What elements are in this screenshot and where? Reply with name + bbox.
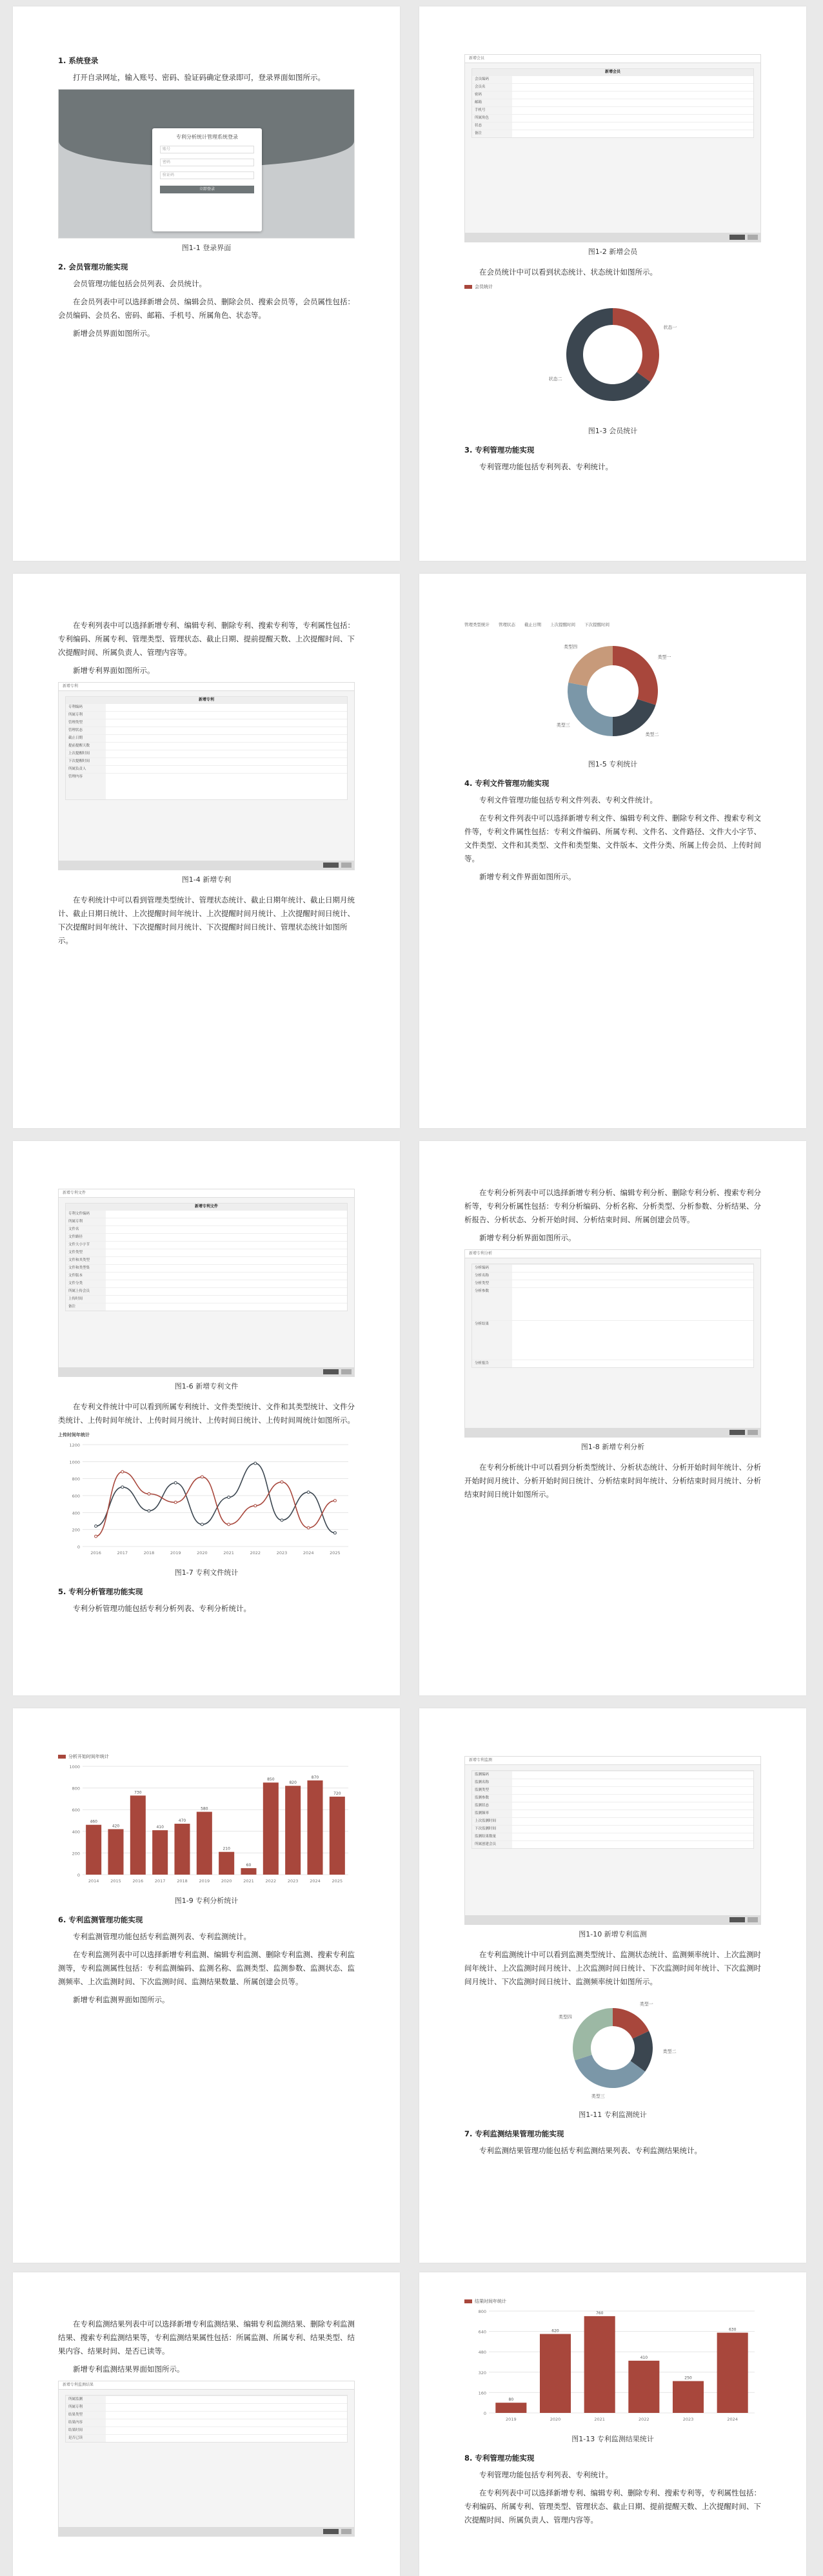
data-point	[174, 1501, 177, 1504]
data-label: 410	[156, 1825, 164, 1830]
doc-page-5	[13, 1141, 400, 1695]
y-tick-label: 200	[72, 1527, 80, 1533]
y-tick-label: 1200	[69, 1443, 80, 1448]
x-tick-label: 2018	[143, 1550, 155, 1556]
data-label: 620	[551, 2328, 559, 2334]
section-heading: 2. 会员管理功能实现	[58, 262, 128, 271]
form-table	[65, 2395, 348, 2443]
x-tick-label: 2016	[132, 1878, 144, 1884]
form-label: 文件路径	[66, 1234, 106, 1241]
form-table-header: 新增会员	[472, 69, 753, 75]
form-label: 分析报告	[472, 1360, 512, 1367]
data-point	[281, 1519, 283, 1521]
captcha-field: 验证码	[160, 171, 254, 179]
bar	[673, 2381, 704, 2413]
x-tick-label: 2018	[177, 1878, 188, 1884]
paragraph: 新增专利监测结果界面如图所示。	[73, 2365, 184, 2374]
doc-page-10	[419, 2272, 806, 2576]
form-topbar: 新增专利文件	[59, 1189, 354, 1198]
form-label: 所属监测	[66, 2396, 106, 2403]
form-table	[471, 1770, 754, 1849]
form-label: 手机号	[472, 107, 512, 114]
x-tick-label: 2017	[154, 1878, 166, 1884]
data-label: 720	[333, 1791, 341, 1797]
form-label: 所属创建会员	[472, 1841, 512, 1848]
analysis-bar-chart	[58, 1760, 355, 1889]
x-tick-label: 2022	[250, 1550, 261, 1556]
form-label: 密码	[472, 92, 512, 99]
bar	[152, 1830, 168, 1875]
doc-page-9	[13, 2272, 400, 2576]
form-footer	[59, 861, 354, 870]
x-tick-label: 2024	[310, 1878, 321, 1884]
paragraph: 在专利监测统计中可以看到监测类型统计、监测状态统计、监测频率统计、上次监测时间年统计、上次监测时间月统计、上次监测时间日统计、下次监测时间年统计、下次监测时间月统计、下次监测时间日统计、监测频率统计如图所示。	[464, 1950, 761, 1986]
doc-page-8	[419, 1708, 806, 2263]
legend-label: 结果时间年统计	[475, 2299, 506, 2304]
pie-label: 类型三	[556, 722, 570, 728]
form-label: 邮箱	[472, 99, 512, 106]
data-point	[95, 1535, 97, 1537]
form-label: 监测结果数量	[472, 1833, 512, 1840]
data-label: 80	[508, 2397, 514, 2403]
pie-label: 类型三	[591, 2094, 605, 2100]
data-point	[201, 1523, 203, 1526]
toolbar-item: 管理类型统计	[464, 622, 490, 627]
data-point	[95, 1525, 97, 1527]
pie-label: 类型一	[639, 2002, 653, 2007]
paragraph: 在会员列表中可以选择新增会员、编辑会员、删除会员、搜索会员等，会员属性包括：会员编码、会员名、密码、邮箱、手机号、所属角色、状态等。	[58, 297, 355, 320]
data-point	[121, 1470, 124, 1473]
password-field: 密码	[160, 159, 254, 166]
form-label: 会员编码	[472, 76, 512, 83]
figure-caption: 图1-4 新增专利	[181, 875, 232, 884]
data-label: 580	[201, 1806, 208, 1811]
form-topbar: 新增专利监测结果	[59, 2381, 354, 2390]
form-label: 所属负责人	[66, 766, 106, 773]
data-label: 210	[223, 1846, 230, 1851]
form-table	[65, 1203, 348, 1311]
bar	[330, 1797, 345, 1875]
patent-pie-chart	[464, 630, 761, 752]
x-tick-label: 2024	[302, 1550, 314, 1556]
figure-caption: 图1-2 新增会员	[588, 248, 638, 256]
form-label: 备注	[66, 1303, 106, 1311]
figure-caption: 图1-3 会员统计	[588, 427, 638, 435]
x-tick-label: 2019	[199, 1878, 210, 1884]
data-point	[254, 1505, 257, 1507]
x-tick-label: 2021	[243, 1878, 254, 1884]
form-label: 分析编码	[472, 1265, 512, 1272]
form-table	[65, 696, 348, 800]
section-heading: 8. 专利管理功能实现	[464, 2454, 535, 2463]
series-line	[96, 1472, 335, 1536]
form-table	[471, 68, 754, 138]
toolbar-item: 管理状态	[499, 622, 515, 627]
username-field: 账号	[160, 146, 254, 153]
form-label: 状态	[472, 122, 512, 130]
y-tick-label: 0	[483, 2411, 486, 2416]
login-screenshot	[58, 89, 355, 239]
form-label: 结果内容	[66, 2419, 106, 2426]
form-table-header: 新增专利	[66, 697, 347, 703]
data-label: 460	[90, 1819, 97, 1824]
paragraph: 专利管理功能包括专利列表、专利统计。	[479, 2470, 613, 2479]
toolbar-item: 上次提醒时间	[550, 622, 575, 627]
section-heading: 1. 系统登录	[58, 56, 99, 65]
form-label: 上次监测时间	[472, 1818, 512, 1825]
data-label: 870	[311, 1775, 319, 1780]
paragraph: 在专利统计中可以看到管理类型统计、管理状态统计、截止日期年统计、截止日期月统计、截止日期日统计、上次提醒时间年统计、上次提醒时间月统计、上次提醒时间日统计、下次提醒时间年统计、下次提醒时间月统计、下次提醒时间日统计、管理状态统计如图所示。	[58, 895, 355, 945]
form-label: 专利文件编码	[66, 1211, 106, 1218]
data-label: 60	[246, 1862, 252, 1868]
x-tick-label: 2019	[506, 2417, 517, 2422]
figure-caption: 图1-8 新增专利分析	[580, 1443, 645, 1451]
y-tick-label: 480	[478, 2350, 486, 2356]
form-label: 提前提醒天数	[66, 743, 106, 750]
x-tick-label: 2025	[332, 1878, 343, 1884]
x-tick-label: 2020	[197, 1550, 208, 1556]
y-tick-label: 0	[77, 1545, 80, 1550]
form-label: 文件版本	[66, 1273, 106, 1280]
pie-label: 类型四	[558, 2015, 572, 2020]
data-label: 850	[267, 1777, 275, 1782]
add-result-screenshot	[58, 2381, 355, 2537]
form-label: 所属专利	[66, 2404, 106, 2411]
form-label: 下次提醒时间	[66, 758, 106, 765]
form-label: 文件和类型集	[66, 1265, 106, 1272]
data-label: 630	[728, 2327, 737, 2332]
form-footer	[465, 233, 760, 242]
data-point	[201, 1476, 203, 1478]
data-point	[148, 1492, 150, 1495]
y-tick-label: 400	[72, 1510, 80, 1516]
pie-slice	[613, 308, 659, 382]
paragraph: 在专利分析列表中可以选择新增专利分析、编辑专利分析、删除专利分析、搜索专利分析等，专利分析属性包括：专利分析编码、分析名称、分析类型、分析参数、分析结果、分析报告、分析状态、分析开始时间、分析结束时间、所属创建会员等。	[464, 1188, 761, 1224]
bar	[219, 1852, 234, 1875]
form-label: 所属专利	[66, 712, 106, 719]
bar	[307, 1781, 322, 1875]
x-tick-label: 2020	[550, 2417, 561, 2422]
x-tick-label: 2021	[223, 1550, 234, 1556]
y-tick-label: 600	[72, 1494, 80, 1499]
add-patent-screenshot	[58, 682, 355, 870]
legend-label: 会员统计	[475, 284, 493, 289]
paragraph: 新增专利监测界面如图所示。	[73, 1995, 170, 2004]
form-label: 文件分类	[66, 1280, 106, 1287]
form-label: 下次监测时间	[472, 1826, 512, 1833]
form-label: 管理类型	[66, 719, 106, 727]
form-label: 文件和其类型	[66, 1257, 106, 1264]
section-heading: 6. 专利监测管理功能实现	[58, 1915, 143, 1924]
form-topbar: 新增专利分析	[465, 1250, 760, 1258]
form-label: 文件大小字节	[66, 1242, 106, 1249]
form-label: 专利编码	[66, 704, 106, 711]
pie-slice	[573, 2008, 613, 2060]
bar	[285, 1786, 301, 1875]
stats-toolbar	[464, 619, 761, 630]
form-label: 文件名	[66, 1226, 106, 1233]
x-tick-label: 2025	[330, 1550, 341, 1556]
figure-caption: 图1-9 专利分析统计	[174, 1897, 239, 1905]
login-button: 立即登录	[160, 186, 254, 193]
bar	[130, 1795, 146, 1875]
y-tick-label: 1000	[69, 1764, 80, 1770]
chart-legend	[58, 1753, 355, 1760]
x-tick-label: 2020	[221, 1878, 232, 1884]
data-label: 420	[112, 1824, 120, 1829]
data-point	[174, 1481, 177, 1484]
data-point	[121, 1486, 124, 1488]
form-table	[471, 1264, 754, 1368]
y-tick-label: 200	[72, 1851, 80, 1857]
paragraph: 在会员统计中可以看到状态统计、状态统计如图所示。	[479, 268, 657, 277]
y-tick-label: 800	[72, 1476, 80, 1482]
paragraph: 在专利监测列表中可以选择新增专利监测、编辑专利监测、删除专利监测、搜索专利监测等，专利监测属性包括：专利监测编码、监测名称、监测类型、监测参数、监测状态、监测频率、上次监测时间、下次监测时间、监测结果数量、所属创建会员等。	[58, 1950, 355, 1986]
paragraph: 在专利监测结果列表中可以选择新增专利监测结果、编辑专利监测结果、删除专利监测结果、搜索专利监测结果等，专利监测结果属性包括：所属监测、所属专利、结果类型、结果内容、结果时间、是否已读等。	[58, 2319, 355, 2356]
section-heading: 3. 专利管理功能实现	[464, 445, 535, 454]
form-footer	[59, 2527, 354, 2536]
form-label: 结果类型	[66, 2412, 106, 2419]
x-tick-label: 2019	[170, 1550, 181, 1556]
paragraph: 在专利分析统计中可以看到分析类型统计、分析状态统计、分析开始时间年统计、分析开始时间月统计、分析开始时间日统计、分析结束时间年统计、分析结束时间月统计、分析结束时间日统计如图所示。	[464, 1463, 761, 1499]
x-tick-label: 2016	[90, 1550, 101, 1556]
data-label: 250	[684, 2376, 692, 2381]
form-label: 结果时间	[66, 2427, 106, 2434]
pie-slice	[613, 646, 658, 705]
form-label: 监测频率	[472, 1810, 512, 1817]
member-pie-chart	[464, 290, 761, 419]
bar	[584, 2316, 615, 2413]
x-tick-label: 2022	[639, 2417, 649, 2422]
form-label: 会员名	[472, 84, 512, 91]
pie-label: 状态二	[548, 376, 562, 382]
figure-caption: 图1-5 专利统计	[588, 760, 638, 768]
form-label: 分析参数	[472, 1288, 512, 1320]
section-heading: 4. 专利文件管理功能实现	[464, 779, 550, 788]
x-tick-label: 2017	[117, 1550, 128, 1556]
form-footer	[465, 1915, 760, 1924]
chart-legend	[464, 284, 761, 290]
pie-slice	[568, 646, 613, 687]
series-line	[96, 1463, 335, 1533]
form-label: 文件类型	[66, 1249, 106, 1256]
bar	[717, 2333, 748, 2413]
x-tick-label: 2021	[594, 2417, 605, 2422]
bar	[628, 2361, 659, 2413]
form-footer	[59, 1367, 354, 1376]
data-label: 760	[595, 2310, 604, 2316]
form-label: 管理内容	[66, 774, 106, 799]
paragraph: 专利文件管理功能包括专利文件列表、专利文件统计。	[479, 795, 657, 805]
form-label: 管理状态	[66, 727, 106, 734]
form-label: 是否已读	[66, 2435, 106, 2442]
form-label: 所属角色	[472, 115, 512, 122]
paragraph: 新增会员界面如图所示。	[73, 329, 155, 338]
form-label: 监测编码	[472, 1771, 512, 1779]
login-title: 专利分析统计管理系统登录	[176, 134, 238, 140]
form-label: 所属上传会员	[66, 1288, 106, 1295]
result-bar-chart	[464, 2305, 761, 2427]
paragraph: 在专利文件统计中可以看到所属专利统计、文件类型统计、文件和其类型统计、文件分类统计、上传时间年统计、上传时间月统计、上传时间日统计、上传时间周统计如图所示。	[58, 1402, 355, 1425]
x-tick-label: 2015	[110, 1878, 121, 1884]
form-label: 监测状态	[472, 1802, 512, 1810]
pie-label: 类型二	[645, 732, 659, 737]
paragraph: 打开自录网址，输入账号、密码、验证码确定登录即可，登录界面如图所示。	[73, 73, 325, 82]
paragraph: 新增专利界面如图所示。	[73, 666, 155, 675]
figure-caption: 图1-6 新增专利文件	[174, 1382, 239, 1390]
form-table-header: 新增专利文件	[66, 1204, 347, 1210]
paragraph: 在专利列表中可以选择新增专利、编辑专利、删除专利、搜索专利等，专利属性包括：专利编码、所属专利、管理类型、管理状态、截止日期、提前提醒天数、上次提醒时间、下次提醒时间、所属负责人、管理内容等。	[464, 2488, 761, 2524]
bar	[495, 2403, 526, 2413]
file-line-chart	[58, 1438, 355, 1561]
form-label: 备注	[472, 130, 512, 137]
y-tick-label: 400	[72, 1829, 80, 1835]
data-point	[281, 1481, 283, 1483]
bar	[263, 1782, 279, 1875]
chart-legend	[464, 2298, 761, 2305]
x-tick-label: 2024	[727, 2417, 738, 2422]
y-tick-label: 600	[72, 1808, 80, 1813]
data-point	[148, 1510, 150, 1512]
doc-page-3	[13, 574, 400, 1128]
y-tick-label: 640	[478, 2329, 486, 2335]
form-label: 分析类型	[472, 1280, 512, 1287]
add-file-screenshot	[58, 1189, 355, 1377]
form-label: 监测类型	[472, 1787, 512, 1794]
add-monitor-screenshot	[464, 1756, 761, 1925]
add-member-screenshot	[464, 54, 761, 242]
data-point	[307, 1491, 310, 1494]
figure-caption: 图1-7 专利文件统计	[174, 1568, 239, 1577]
y-tick-label: 800	[72, 1786, 80, 1791]
doc-page-2	[419, 6, 806, 561]
form-topbar: 新增专利监测	[465, 1757, 760, 1765]
paragraph: 专利分析管理功能包括专利分析列表、专利分析统计。	[73, 1604, 251, 1613]
legend-label: 分析开始时间年统计	[68, 1754, 109, 1759]
form-label: 监测名称	[472, 1779, 512, 1786]
doc-page-7	[13, 1708, 400, 2263]
paragraph: 在专利文件列表中可以选择新增专利文件、编辑专利文件、删除专利文件、搜索专利文件等，专利文件属性包括：专利文件编码、所属专利、文件名、文件路径、文件大小字节、文件类型、文件和其类型、文件和类型集、文件版本、文件分类、所属上传会员、上传时间等。	[464, 814, 761, 863]
x-tick-label: 2023	[682, 2417, 694, 2422]
doc-page-4	[419, 574, 806, 1128]
x-tick-label: 2023	[276, 1550, 288, 1556]
section-heading: 7. 专利监测结果管理功能实现	[464, 2129, 564, 2138]
x-tick-label: 2023	[287, 1878, 299, 1884]
data-point	[333, 1499, 336, 1502]
toolbar-item: 截止日期	[524, 622, 541, 627]
x-tick-label: 2022	[265, 1878, 277, 1884]
paragraph: 在专利列表中可以选择新增专利、编辑专利、删除专利、搜索专利等，专利属性包括：专利编码、所属专利、管理类型、管理状态、截止日期、提前提醒天数、上次提醒时间、下次提醒时间、所属负责人、管理内容等。	[58, 621, 355, 657]
toolbar-item: 下次提醒时间	[584, 622, 610, 627]
form-label: 分析名称	[472, 1273, 512, 1280]
chart-title	[58, 1432, 355, 1438]
form-footer	[465, 1428, 760, 1437]
data-label: 820	[289, 1781, 297, 1786]
pie-label: 类型四	[564, 644, 578, 650]
bar	[241, 1868, 256, 1875]
data-point	[307, 1527, 310, 1529]
bar	[540, 2334, 571, 2413]
pie-slice	[613, 699, 656, 736]
data-point	[333, 1532, 336, 1534]
pie-label: 状态一	[663, 325, 677, 331]
form-label: 截止日期	[66, 735, 106, 742]
doc-page-6	[419, 1141, 806, 1695]
form-topbar: 新增专利	[59, 683, 354, 691]
paragraph: 专利监测管理功能包括专利监测列表、专利监测统计。	[73, 1932, 251, 1941]
figure-caption: 图1-1 登录界面	[181, 244, 232, 252]
section-heading: 5. 专利分析管理功能实现	[58, 1587, 143, 1596]
bar	[197, 1812, 212, 1875]
doc-page-1	[13, 6, 400, 561]
bar	[86, 1825, 101, 1875]
y-tick-label: 160	[478, 2390, 486, 2396]
x-tick-label: 2014	[88, 1878, 99, 1884]
form-topbar: 新增会员	[465, 55, 760, 63]
y-tick-label: 800	[478, 2309, 486, 2314]
paragraph: 会员管理功能包括会员列表、会员统计。	[73, 279, 206, 288]
data-point	[228, 1523, 230, 1526]
login-box	[152, 128, 262, 231]
paragraph: 新增专利文件界面如图所示。	[479, 872, 576, 881]
pie-label: 类型一	[657, 654, 671, 660]
pie-slice	[568, 683, 613, 736]
bar	[174, 1824, 190, 1875]
figure-caption: 图1-11 专利监测统计	[579, 2111, 647, 2119]
y-tick-label: 0	[77, 1873, 80, 1878]
figure-caption: 图1-13 专利监测结果统计	[571, 2435, 654, 2443]
form-label: 上传时间	[66, 1296, 106, 1303]
form-label: 所属专利	[66, 1218, 106, 1225]
data-point	[228, 1496, 230, 1499]
paragraph: 新增专利分析界面如图所示。	[479, 1233, 576, 1242]
data-label: 730	[134, 1790, 142, 1795]
y-tick-label: 320	[478, 2370, 486, 2376]
paragraph: 专利监测结果管理功能包括专利监测结果列表、专利监测结果统计。	[479, 2146, 702, 2155]
data-label: 470	[178, 1819, 186, 1824]
monitor-pie-chart	[464, 1993, 761, 2103]
data-label: 410	[640, 2356, 648, 2361]
form-label: 分析结果	[472, 1321, 512, 1360]
data-point	[254, 1462, 257, 1465]
add-analysis-screenshot	[464, 1249, 761, 1438]
pie-label: 类型二	[662, 2049, 677, 2054]
paragraph: 专利管理功能包括专利列表、专利统计。	[479, 462, 613, 471]
form-label: 监测参数	[472, 1795, 512, 1802]
form-label: 上次提醒时间	[66, 750, 106, 757]
y-tick-label: 1000	[69, 1459, 80, 1465]
bar	[108, 1829, 123, 1875]
chart-title-text: 上传时间年统计	[58, 1432, 90, 1438]
figure-caption: 图1-10 新增专利监测	[579, 1930, 647, 1938]
